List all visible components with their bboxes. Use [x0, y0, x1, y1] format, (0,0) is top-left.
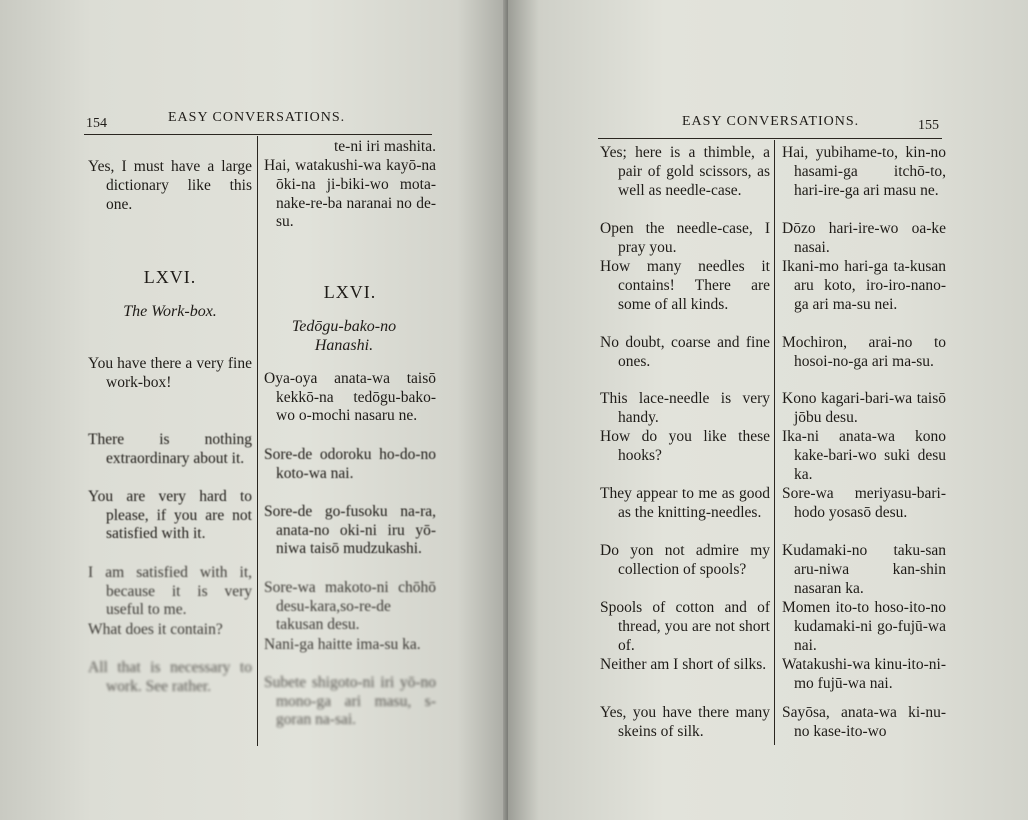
right-header-rule — [598, 138, 942, 139]
english-entry: Open the needle-case, I pray you. — [600, 220, 770, 256]
japanese-entry: Kono kagari-bari-wa taisō jōbu desu. — [782, 390, 946, 426]
english-entry: No doubt, coarse and fine ones. — [600, 334, 770, 370]
japanese-entry: Nani-ga haitte ima-su ka. — [264, 635, 421, 653]
left-header-rule — [84, 134, 432, 135]
japanese-entry: Mochiron, arai-no to hosoi-no-ga ari ma-su. — [782, 334, 946, 370]
left-english-column — [88, 158, 252, 696]
japanese-entry: Ikani-mo hari-ga ta-kusan aru koto, iro-iro-nano-ga ari ma-su nei. — [782, 258, 946, 313]
english-entry: How many needles it contains! There are some of all kinds. — [600, 258, 770, 313]
english-entry: They appear to me as good as the knitting-needles. — [600, 485, 770, 521]
right-japanese-column — [782, 144, 946, 742]
english-entry: How do you like these hooks? — [600, 428, 770, 464]
lesson-title-jp: Tedōgu-bako-no Hanashi. — [291, 317, 397, 354]
left-page — [0, 0, 508, 820]
japanese-entry: Oya-oya anata-wa taisō kekkō-na tedōgu-bako-wo o-mochi nasaru ne. — [264, 369, 436, 425]
japanese-entry: Sayōsa, anata-wa ki-nu-no kase-ito-wo — [782, 704, 946, 740]
right-english-column — [600, 144, 770, 742]
japanese-entry: Sore-de odoroku ho-do-no koto-wa nai. — [264, 445, 436, 482]
english-entry: I am satisfied with it, because it is very useful to me. — [88, 563, 252, 619]
lesson-number: LXVI. — [143, 267, 197, 287]
japanese-entry: Hai, watakushi-wa kayō-na ōki-na ji-biki-wo mota-nake-re-ba naranai no de-su. — [264, 157, 436, 231]
left-japanese-column — [264, 138, 436, 730]
japanese-entry: Sore-wa meriyasu-bari-hodo yosasō desu. — [782, 485, 946, 521]
right-column-divider — [774, 140, 775, 745]
japanese-entry: Hai, yubihame-to, kin-no hasami-ga itchō-to, hari-ire-ga ari masu ne. — [782, 144, 946, 199]
left-column-divider — [257, 136, 258, 746]
english-entry: You have there a very fine work-box! — [88, 354, 252, 391]
english-entry: Yes, you have there many skeins of silk. — [600, 704, 770, 740]
english-entry: Spools of cotton and of thread, you are not short of. — [600, 599, 770, 654]
left-running-head: EASY CONVERSATIONS. — [168, 110, 346, 125]
japanese-entry: Kudamaki-no taku-san aru-niwa kan-shin nasaran ka. — [782, 542, 946, 597]
right-page-number: 155 — [918, 118, 939, 133]
japanese-entry: te-ni iri mashita. — [333, 138, 436, 155]
japanese-entry: Momen ito-to hoso-ito-no kudamaki-ni go-fujū-wa nai. — [782, 599, 946, 654]
english-entry: Do yon not admire my collection of spools? — [600, 542, 770, 578]
english-entry: You are very hard to please, if you are not satisfied with it. — [88, 487, 252, 543]
japanese-entry: Subete shigoto-ni iri yō-no mono-ga ari masu, s- goran na-sai. — [264, 673, 436, 729]
right-running-head: EASY CONVERSATIONS. — [682, 114, 860, 129]
left-page-number: 154 — [86, 116, 107, 131]
english-entry: Yes, I must have a large dictionary like this one. — [88, 158, 252, 213]
lesson-number-jp: LXVI. — [323, 282, 377, 302]
english-entry: What does it contain? — [88, 620, 223, 638]
english-entry: There is nothing extraordinary about it. — [88, 430, 252, 467]
english-entry: All that is necessary to work. See rather. — [88, 658, 252, 695]
right-page — [508, 0, 1028, 820]
japanese-entry: Sore-wa makoto-ni chōhō desu-kara,so-re-de takusan desu. — [264, 578, 436, 634]
japanese-entry: Ika-ni anata-wa kono kake-bari-wo suki desu ka. — [782, 428, 946, 483]
japanese-entry: Sore-de go-fusoku na-ra, anata-no oki-ni iru yō-niwa taisō mudzukashi. — [264, 502, 436, 558]
english-entry: This lace-needle is very handy. — [600, 390, 770, 426]
japanese-entry: Watakushi-wa kinu-ito-ni-mo fujū-wa nai. — [782, 656, 946, 692]
english-entry: Neither am I short of silks. — [600, 656, 767, 673]
japanese-entry: Dōzo hari-ire-wo oa-ke nasai. — [782, 220, 946, 256]
lesson-title: The Work-box. — [123, 302, 217, 320]
english-entry: Yes; here is a thimble, a pair of gold scissors, as well as needle-case. — [600, 144, 770, 199]
